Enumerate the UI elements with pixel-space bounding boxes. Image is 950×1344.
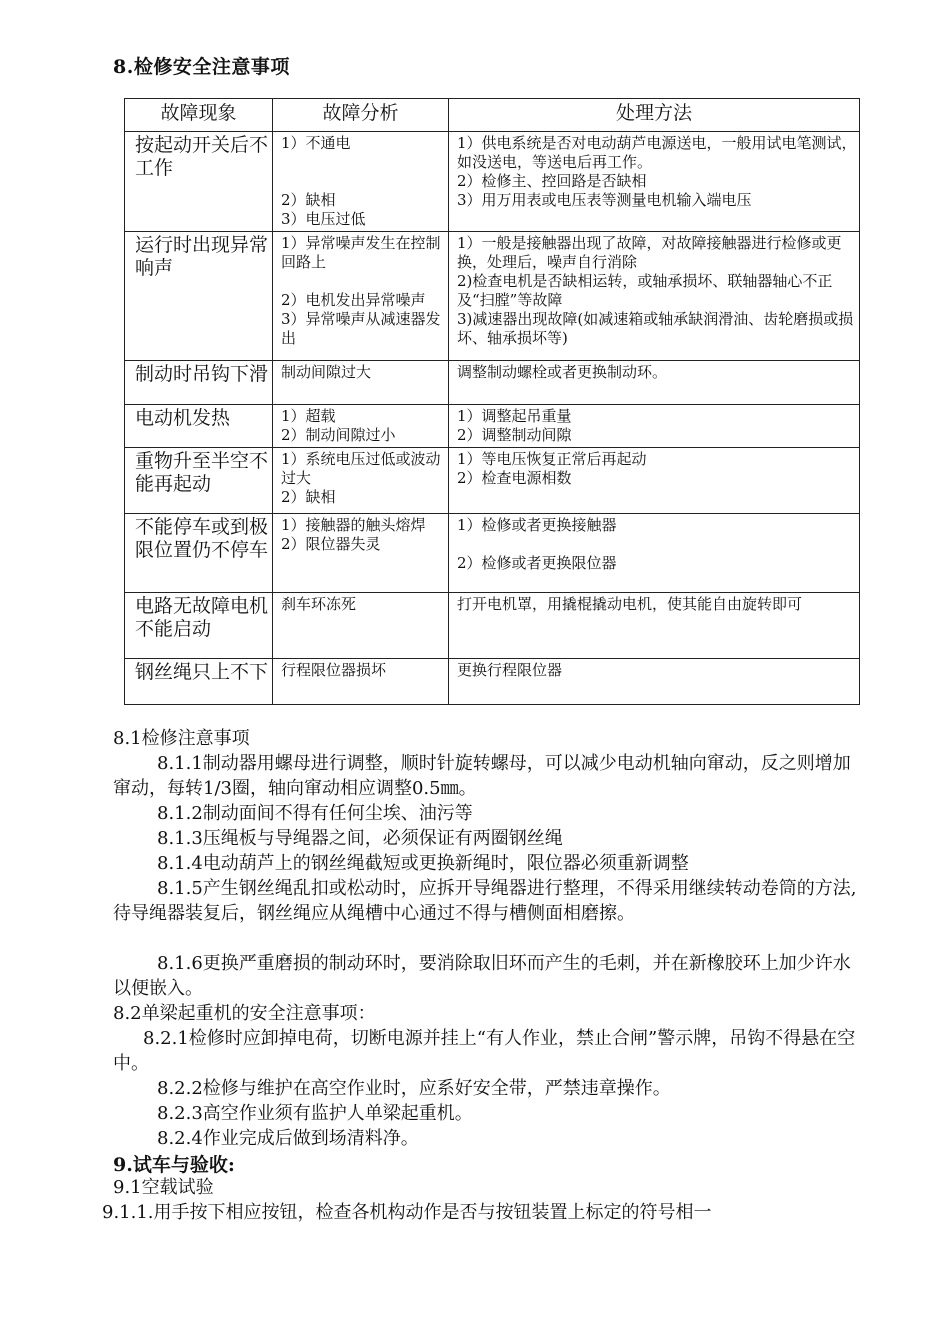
section-8-title: 8.检修安全注意事项 [113, 56, 290, 78]
cell-symptom: 按起动开关后不工作 [125, 132, 273, 232]
cell-analysis-line [281, 172, 448, 191]
cell-analysis-line: 1）接触器的触头熔焊 [281, 516, 426, 534]
cell-method-line: 2)检查电机是否缺相运转，或轴承损坏、联轴器轴心不正及“扫膛”等故障 [457, 272, 833, 309]
cell-method-line: 2）调整制动间隙 [457, 426, 572, 444]
cell-analysis-line: 刹车环冻死 [281, 595, 357, 613]
cell-method-line: 1）等电压恢复正常后再起动 [457, 450, 647, 468]
table-row [125, 405, 860, 448]
cell-analysis-line: 2）缺相 [281, 191, 336, 209]
s82-p3: 8.2.3高空作业须有监护人单梁起重机。 [157, 1103, 473, 1124]
cell-method-line: 1）调整起吊重量 [457, 407, 572, 425]
fault-table-header-row [125, 99, 860, 132]
cell-method [449, 232, 860, 361]
s82-title: 8.2单梁起重机的安全注意事项： [113, 1003, 376, 1024]
cell-method [449, 448, 860, 514]
cell-analysis-line: 3）异常噪声从减速器发出 [281, 310, 441, 347]
section-9-title: 9.试车与验收: [113, 1154, 235, 1176]
cell-symptom: 不能停车或到极限位置仍不停车 [125, 514, 273, 593]
cell-method [449, 405, 860, 448]
cell-analysis-line: 1）不通电 [281, 134, 351, 152]
s82-p2: 8.2.2检修与维护在高空作业时，应系好安全带，严禁违章操作。 [157, 1078, 671, 1099]
cell-analysis-line: 1）系统电压过低或波动过大 [281, 450, 441, 487]
table-row [125, 448, 860, 514]
cell-analysis-line: 行程限位器损坏 [281, 661, 387, 679]
cell-analysis [273, 593, 449, 659]
table-row [125, 361, 860, 405]
cell-method-line: 3)减速器出现故障(如减速箱或轴承缺润滑油、齿轮磨损或损坏、轴承损坏等) [457, 310, 854, 347]
cell-method-line [457, 535, 859, 554]
table-row [125, 514, 860, 593]
table-row [125, 132, 860, 232]
cell-symptom: 制动时吊钩下滑 [125, 361, 273, 405]
cell-analysis-line: 制动间隙过大 [281, 363, 372, 381]
s81-p3: 8.1.3压绳板与导绳器之间，必须保证有两圈钢丝绳 [157, 828, 563, 849]
cell-symptom: 运行时出现异常响声 [125, 232, 273, 361]
s91-title: 9.1空载试验 [113, 1177, 214, 1198]
cell-method-line: 1）检修或者更换接触器 [457, 516, 617, 534]
cell-analysis [273, 514, 449, 593]
cell-method [449, 514, 860, 593]
cell-method-line: 1）一般是接触器出现了故障，对故障接触器进行检修或更换，处理后，噪声自行消除 [457, 234, 842, 271]
s82-p1: 8.2.1检修时应卸掉电荷，切断电源并挂上“有人作业，禁止合闸”警示牌，吊钩不得悬在空中。 [113, 1028, 856, 1074]
table-row [125, 232, 860, 361]
cell-method [449, 659, 860, 705]
s91-p1: 9.1.1.用手按下相应按钮，检查各机构动作是否与按钮装置上标定的符号相一 [102, 1202, 712, 1223]
s82-p4: 8.2.4作业完成后做到场清料净。 [157, 1128, 419, 1149]
cell-method-line: 更换行程限位器 [457, 661, 563, 679]
cell-analysis-line: 2）制动间隙过小 [281, 426, 396, 444]
cell-method [449, 593, 860, 659]
s81-p1: 8.1.1制动器用螺母进行调整，顺时针旋转螺母，可以减少电动机轴向窜动，反之则增加窜动，每转1/3圈，轴向窜动相应调整0.5㎜。 [113, 753, 851, 799]
cell-analysis-line: 2）限位器失灵 [281, 535, 381, 553]
cell-symptom: 重物升至半空不能再起动 [125, 448, 273, 514]
cell-symptom: 电路无故障电机不能启动 [125, 593, 273, 659]
s81-title: 8.1检修注意事项 [113, 728, 250, 749]
cell-method [449, 132, 860, 232]
cell-analysis-line: 3）电压过低 [281, 210, 366, 228]
cell-analysis-line: 2）电机发出异常噪声 [281, 291, 426, 309]
cell-analysis-line: 2）缺相 [281, 488, 336, 506]
cell-analysis-line [281, 153, 448, 172]
s81-p2: 8.1.2制动面间不得有任何尘埃、油污等 [157, 803, 473, 824]
header-analysis: 故障分析 [273, 99, 449, 132]
header-method: 处理方法 [449, 99, 860, 132]
cell-method-line: 打开电机罩，用撬棍撬动电机，使其能自由旋转即可 [457, 595, 803, 613]
header-symptom: 故障现象 [125, 99, 273, 132]
cell-method-line: 2）检修主、控回路是否缺相 [457, 172, 647, 190]
cell-analysis [273, 361, 449, 405]
table-row [125, 593, 860, 659]
cell-method [449, 361, 860, 405]
s81-p4: 8.1.4电动葫芦上的钢丝绳截短或更换新绳时，限位器必须重新调整 [157, 853, 689, 874]
cell-symptom: 钢丝绳只上不下 [125, 659, 273, 705]
cell-method-line: 调整制动螺栓或者更换制动环。 [457, 363, 668, 381]
cell-method-line: 3）用万用表或电压表等测量电机输入端电压 [457, 191, 752, 209]
cell-analysis [273, 659, 449, 705]
cell-analysis [273, 132, 449, 232]
cell-analysis [273, 448, 449, 514]
fault-table [124, 98, 860, 705]
s81-p6: 8.1.6更换严重磨损的制动环时，要消除取旧环而产生的毛刺，并在新橡胶环上加少许水以便嵌入。 [113, 953, 851, 999]
cell-analysis [273, 232, 449, 361]
cell-analysis-line: 1）异常噪声发生在控制回路上 [281, 234, 441, 271]
cell-method-line: 2）检查电源相数 [457, 469, 572, 487]
cell-analysis [273, 405, 449, 448]
cell-analysis-line: 1）超载 [281, 407, 336, 425]
cell-method-line: 2）检修或者更换限位器 [457, 554, 617, 572]
s81-p5: 8.1.5产生钢丝绳乱扣或松动时，应拆开导绳器进行整理，不得采用继续转动卷筒的方法,待导绳器装复后，钢丝绳应从绳槽中心通过不得与槽侧面相磨擦。 [113, 878, 857, 924]
cell-analysis-line [281, 272, 448, 291]
cell-method-line: 1）供电系统是否对电动葫芦电源送电，一般用试电笔测试，如没送电，等送电后再工作。 [457, 134, 857, 171]
table-row [125, 659, 860, 705]
cell-symptom: 电动机发热 [125, 405, 273, 448]
